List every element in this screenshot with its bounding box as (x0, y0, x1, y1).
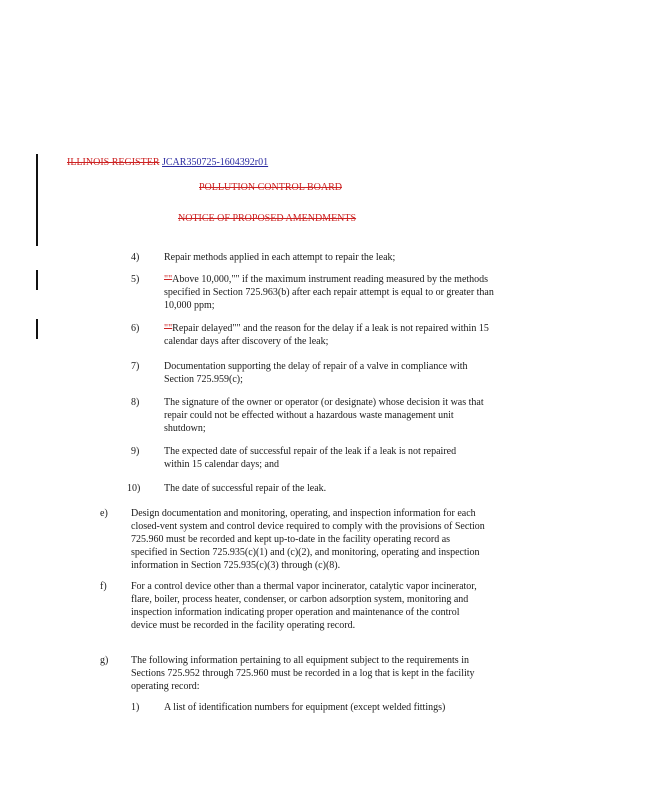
item-number: 1) (131, 702, 140, 713)
item-number: 6) (131, 323, 140, 334)
section-label: e) (100, 508, 108, 519)
section-label: g) (100, 655, 109, 666)
change-bar (36, 270, 38, 290)
section-text: For a control device other than a thermal vapor incinerator, catalytic vapor incinerator, flare, boiler, process heater, condenser, or carbon adsorption system, monitoring and inspection information indicating proper operation and maintenance of the control device must be recorded in the facility operating record. (131, 581, 477, 631)
item-text: Repair methods applied in each attempt to repair the leak; (164, 252, 396, 263)
section-label: f) (100, 581, 107, 592)
section-text: The following information pertaining to all equipment subject to the requirements in Sections 725.952 through 725.960 must be recorded in a log that is kept in the facility operating record: (131, 655, 475, 692)
item-number: 8) (131, 397, 140, 408)
item-text: The signature of the owner or operator (or designate) whose decision it was that repair could not be effected without a hazardous waste management unit shutdown; (164, 397, 484, 434)
item-text: The expected date of successful repair of the leak if a leak is not repaired within 15 calendar days; and (164, 446, 457, 470)
register-inserted: JCAR350725-1604392r01 (162, 157, 269, 168)
register-header (67, 157, 268, 168)
item-text: A list of identification numbers for equipment (except welded fittings) (164, 702, 446, 713)
register-struck: ILLINOIS REGISTER (67, 157, 160, 168)
notice-header: NOTICE OF PROPOSED AMENDMENTS (178, 213, 357, 224)
change-bar (36, 154, 38, 246)
item-number: 10) (127, 483, 141, 494)
section-text: Design documentation and monitoring, operating, and inspection information for each closed-vent system and control device required to comply with the provisions of Section 725.960 must be recorded and kept up-to-date in the facility operating record as specified in Section 725.935(c)(1) and (c)(2), and monitoring, operating and inspection information in Section 725.935(c)(3) through (c)(8). (131, 508, 485, 571)
item-number: 4) (131, 252, 140, 263)
board-header: POLLUTION CONTROL BOARD (199, 182, 342, 193)
item-number: 9) (131, 446, 140, 457)
item-text: Documentation supporting the delay of repair of a valve in compliance with Section 725.959(c); (164, 361, 468, 385)
change-bar (36, 319, 38, 339)
item-number: 5) (131, 274, 140, 285)
item-text: ""Repair delayed"" and the reason for the delay if a leak is not repaired within 15 calendar days after discovery of the leak; (164, 323, 489, 347)
item-text: ""Above 10,000,"" if the maximum instrument reading measured by the methods specified in Section 725.963(b) after each repair attempt is equal to or greater than 10,000 ppm; (164, 274, 494, 311)
item-number: 7) (131, 361, 140, 372)
item-text: The date of successful repair of the leak. (164, 483, 327, 494)
